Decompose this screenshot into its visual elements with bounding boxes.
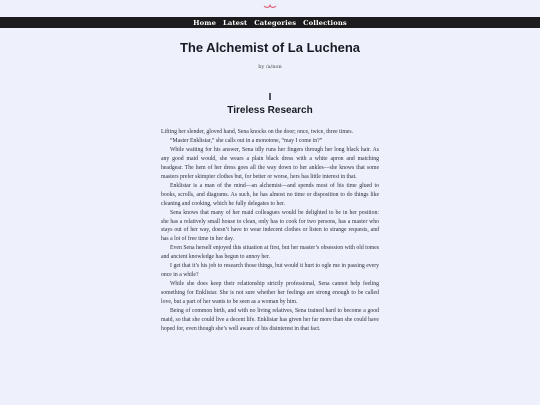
story-paragraph: Enklistar is a man of the mind—an alchemist—and spends most of his time glued to books, scrolls, and diagrams. As such, he has almost no time or disposition to do things like cleaning and cooking, which he fully delegates to her. (161, 182, 379, 207)
story-paragraph: “Master Enklistar,” she calls out in a monotone, “may I come in?” (170, 137, 323, 144)
nav-categories-link[interactable]: Categories (254, 18, 297, 27)
nav-home-link[interactable]: Home (193, 18, 217, 27)
story-title: The Alchemist of La Luchena (179, 40, 361, 55)
story-byline: by /a/non (258, 64, 282, 70)
story-paragraph: While waiting for his answer, Sena idly runs her fingers through her long black hair. As any good maid would, she wears a plain black dress with a white apron and matching headgear. The hem of her dress goes all the way down to her ankles—she knows that some masters prefer skimpier clothes but, for better or worse, hers has little interest in that. (161, 146, 379, 180)
nav-latest-link[interactable]: Latest (223, 18, 248, 27)
main-nav (0, 17, 540, 28)
story-paragraph: Being of common birth, and with no living relatives, Sena trained hard to become a good maid, so that she could live a decent life. Enklistar has given her far more than she could have hoped for, even though she’s well aware of his disinterest in that fact. (161, 308, 379, 332)
chapter-title: Tireless Research (227, 105, 313, 116)
chapter-number: I (268, 92, 272, 103)
story-body (161, 128, 379, 334)
top-strip (0, 0, 540, 17)
story-paragraph: Lifting her slender, gloved hand, Sena knocks on the door; once, twice, three times. (161, 129, 354, 135)
site-logo-icon[interactable] (263, 4, 277, 10)
story-paragraph: Even Sena herself enjoyed this situation at first, but her master’s obsession with old tomes and ancient knowledge has begun to annoy her. (161, 245, 379, 261)
story-paragraph: While she does keep their relationship strictly professional, Sena cannot help feeling something for Enklistar. She is not sure whether her feelings are strong enough to be called love, but a part of her wants to be seen as a woman by him. (161, 281, 379, 306)
story-paragraph: I get that it’s his job to research those things, but would it hurt to ogle me in passing every once in a while? (161, 263, 379, 279)
story-paragraph: Sena knows that many of her maid colleagues would be delighted to be in her position: she has a relatively small house to clean, only has to cook for two persons, has a master who stays out of her way, doesn’t have to wear indecent clothes or listen to strange requests, and has a lot of free time in her day. (161, 209, 379, 243)
nav-collections-link[interactable]: Collections (303, 18, 347, 27)
